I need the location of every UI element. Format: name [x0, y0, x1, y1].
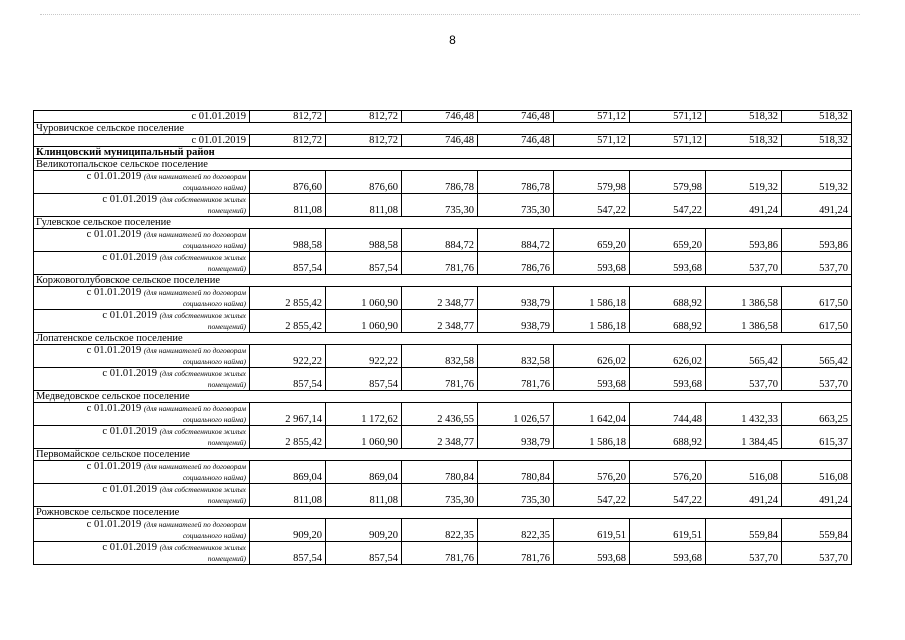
settlement-header-row [34, 275, 852, 287]
page-number: 8 [449, 33, 456, 47]
tariff-value-cell: 571,12 [630, 135, 706, 147]
period-date: с 01.01.2019 [102, 310, 157, 321]
period-note: (для нанимателей по договорам [143, 230, 246, 239]
settlement-name: Лопатенское сельское поселение [34, 333, 852, 345]
tariff-value-cell: 491,24 [782, 194, 852, 217]
settlement-header-row [34, 391, 852, 403]
tariff-value-cell: 576,20 [630, 461, 706, 484]
tariff-value-cell: 593,68 [630, 368, 706, 391]
settlement-name: Рожновское сельское поселение [34, 507, 852, 519]
tariff-value-cell: 822,35 [478, 519, 554, 542]
period-note: (для собственников жилых [159, 427, 246, 436]
tariff-value-cell: 537,70 [706, 368, 782, 391]
period-label [34, 194, 250, 217]
table-row [34, 287, 852, 310]
settlement-name: Коржовоголубовское сельское поселение [34, 275, 852, 287]
period-label [34, 310, 250, 333]
table-row [34, 461, 852, 484]
tariff-value-cell: 746,48 [478, 111, 554, 123]
tariff-value-cell: 626,02 [554, 345, 630, 368]
settlement-header-row [34, 217, 852, 229]
tariff-value-cell: 781,76 [478, 368, 554, 391]
tariff-value-cell: 547,22 [630, 484, 706, 507]
tariff-value-cell: 516,08 [706, 461, 782, 484]
period-note: (для собственников жилых [159, 485, 246, 494]
period-note-continued: помещений) [207, 438, 246, 447]
table-row [34, 171, 852, 194]
tariff-value-cell: 547,22 [554, 194, 630, 217]
period-label [34, 426, 250, 449]
period-date: с 01.01.2019 [86, 287, 142, 298]
tariff-value-cell: 869,04 [326, 461, 402, 484]
tariff-value-cell: 909,20 [326, 519, 402, 542]
period-date: с 01.01.2019 [86, 345, 142, 356]
tariff-value-cell: 537,70 [782, 252, 852, 275]
settlement-header-row [34, 333, 852, 345]
tariff-value-cell: 832,58 [402, 345, 478, 368]
tariff-value-cell: 659,20 [630, 229, 706, 252]
tariff-value-cell: 537,70 [782, 542, 852, 565]
tariff-value-cell: 812,72 [326, 135, 402, 147]
tariff-value-cell: 688,92 [630, 310, 706, 333]
tariff-value-cell: 626,02 [630, 345, 706, 368]
tariff-value-cell: 518,32 [782, 111, 852, 123]
tariff-value-cell: 922,22 [250, 345, 326, 368]
period-note: (для собственников жилых [159, 195, 246, 204]
period-note: (для собственников жилых [159, 311, 246, 320]
period-date: с 01.01.2019 [102, 484, 157, 495]
table-row [34, 229, 852, 252]
tariff-value-cell: 615,37 [782, 426, 852, 449]
tariff-value-cell: 832,58 [478, 345, 554, 368]
period-label [34, 542, 250, 565]
tariff-value-cell: 2 348,77 [402, 426, 478, 449]
tariff-value-cell: 857,54 [250, 252, 326, 275]
tariff-value-cell: 735,30 [478, 194, 554, 217]
tariff-value-cell: 786,78 [402, 171, 478, 194]
tariff-value-cell: 811,08 [326, 194, 402, 217]
period-date: с 01.01.2019 [102, 252, 157, 263]
period-note-continued: социального найма) [182, 183, 246, 192]
tariff-value-cell: 619,51 [554, 519, 630, 542]
tariff-value-cell: 1 432,33 [706, 403, 782, 426]
tariff-value-cell: 1 060,90 [326, 287, 402, 310]
table-row [34, 368, 852, 391]
period-label [34, 345, 250, 368]
period-label [34, 403, 250, 426]
period-note-continued: помещений) [207, 380, 246, 389]
tariff-value-cell: 2 855,42 [250, 426, 326, 449]
tariff-value-cell: 746,48 [402, 111, 478, 123]
tariff-value-cell: 547,22 [630, 194, 706, 217]
tariff-value-cell: 593,86 [782, 229, 852, 252]
tariff-value-cell: 593,68 [554, 542, 630, 565]
tariff-value-cell: 663,25 [782, 403, 852, 426]
settlement-name: Чуровичское сельское поселение [34, 123, 852, 135]
tariff-value-cell: 688,92 [630, 426, 706, 449]
tariff-value-cell: 812,72 [326, 111, 402, 123]
tariff-value-cell: 2 348,77 [402, 310, 478, 333]
tariff-value-cell: 744,48 [630, 403, 706, 426]
tariff-value-cell: 516,08 [782, 461, 852, 484]
table-row [34, 135, 852, 147]
settlement-name: Гулевское сельское поселение [34, 217, 852, 229]
period-note-continued: помещений) [207, 264, 246, 273]
period-label [34, 252, 250, 275]
period-note: (для собственников жилых [159, 253, 246, 262]
tariff-value-cell: 1 026,57 [478, 403, 554, 426]
period-note-continued: социального найма) [182, 531, 246, 540]
settlement-name: Великотопальское сельское поселение [34, 159, 852, 171]
period-note: (для нанимателей по договорам [143, 462, 246, 471]
period-date: с 01.01.2019 [86, 461, 142, 472]
tariff-value-cell: 988,58 [326, 229, 402, 252]
tariff-value-cell: 1 642,04 [554, 403, 630, 426]
settlement-header-row [34, 507, 852, 519]
period-label: с 01.01.2019 [34, 135, 250, 147]
tariff-value-cell: 735,30 [402, 194, 478, 217]
table-row [34, 426, 852, 449]
period-date: с 01.01.2019 [86, 403, 142, 414]
period-note-continued: помещений) [207, 554, 246, 563]
period-note-continued: социального найма) [182, 473, 246, 482]
tariff-value-cell: 1 386,58 [706, 310, 782, 333]
tariff-value-cell: 884,72 [478, 229, 554, 252]
period-label [34, 368, 250, 391]
table-row [34, 111, 852, 123]
period-note: (для нанимателей по договорам [143, 520, 246, 529]
tariff-value-cell: 822,35 [402, 519, 478, 542]
tariff-value-cell: 780,84 [402, 461, 478, 484]
tariff-value-cell: 735,30 [478, 484, 554, 507]
period-label [34, 461, 250, 484]
tariff-value-cell: 812,72 [250, 111, 326, 123]
table-row [34, 542, 852, 565]
period-note: (для нанимателей по договорам [143, 288, 246, 297]
tariff-value-cell: 2 855,42 [250, 287, 326, 310]
tariff-value-cell: 1 172,62 [326, 403, 402, 426]
period-label [34, 229, 250, 252]
tariff-value-cell: 593,86 [706, 229, 782, 252]
tariff-value-cell: 593,68 [554, 368, 630, 391]
tariff-value-cell: 537,70 [706, 542, 782, 565]
district-name: Клинцовский муниципальный район [34, 147, 852, 159]
period-note-continued: помещений) [207, 322, 246, 331]
table-row [34, 484, 852, 507]
tariff-value-cell: 857,54 [250, 542, 326, 565]
scan-artifact-line [40, 14, 860, 16]
tariff-value-cell: 938,79 [478, 426, 554, 449]
period-note: (для нанимателей по договорам [143, 172, 246, 181]
tariff-value-cell: 565,42 [706, 345, 782, 368]
tariff-value-cell: 811,08 [326, 484, 402, 507]
period-label [34, 519, 250, 542]
settlement-name: Медведовское сельское поселение [34, 391, 852, 403]
tariff-value-cell: 938,79 [478, 310, 554, 333]
tariff-value-cell: 781,76 [402, 368, 478, 391]
table-row [34, 194, 852, 217]
tariff-value-cell: 617,50 [782, 287, 852, 310]
tariff-value-cell: 491,24 [706, 194, 782, 217]
settlement-name: Первомайское сельское поселение [34, 449, 852, 461]
period-date: с 01.01.2019 [86, 229, 142, 240]
tariff-value-cell: 781,76 [402, 542, 478, 565]
tariff-value-cell: 876,60 [250, 171, 326, 194]
table-row [34, 519, 852, 542]
settlement-header-row [34, 449, 852, 461]
tariff-value-cell: 519,32 [782, 171, 852, 194]
tariff-value-cell: 579,98 [630, 171, 706, 194]
tariff-table [33, 110, 852, 565]
tariff-value-cell: 571,12 [630, 111, 706, 123]
tariff-value-cell: 857,54 [250, 368, 326, 391]
tariff-value-cell: 1 384,45 [706, 426, 782, 449]
period-date: с 01.01.2019 [102, 194, 157, 205]
tariff-value-cell: 547,22 [554, 484, 630, 507]
table-row [34, 252, 852, 275]
tariff-value-cell: 857,54 [326, 368, 402, 391]
tariff-value-cell: 786,76 [478, 252, 554, 275]
period-note-continued: социального найма) [182, 357, 246, 366]
tariff-value-cell: 988,58 [250, 229, 326, 252]
tariff-value-cell: 2 967,14 [250, 403, 326, 426]
tariff-value-cell: 1 060,90 [326, 310, 402, 333]
tariff-value-cell: 593,68 [630, 542, 706, 565]
tariff-value-cell: 781,76 [402, 252, 478, 275]
period-label [34, 287, 250, 310]
tariff-value-cell: 518,32 [706, 111, 782, 123]
tariff-value-cell: 571,12 [554, 135, 630, 147]
table-row [34, 310, 852, 333]
period-note-continued: помещений) [207, 496, 246, 505]
tariff-value-cell: 2 436,55 [402, 403, 478, 426]
tariff-value-cell: 857,54 [326, 252, 402, 275]
period-label: с 01.01.2019 [34, 111, 250, 123]
period-label [34, 484, 250, 507]
period-note: (для нанимателей по договорам [143, 404, 246, 413]
period-note: (для собственников жилых [159, 543, 246, 552]
tariff-value-cell: 1 586,18 [554, 426, 630, 449]
period-date: с 01.01.2019 [102, 426, 157, 437]
tariff-value-cell: 491,24 [782, 484, 852, 507]
tariff-value-cell: 559,84 [706, 519, 782, 542]
tariff-value-cell: 537,70 [782, 368, 852, 391]
district-header-row [34, 147, 852, 159]
tariff-value-cell: 884,72 [402, 229, 478, 252]
tariff-value-cell: 519,32 [706, 171, 782, 194]
tariff-value-cell: 876,60 [326, 171, 402, 194]
tariff-value-cell: 518,32 [706, 135, 782, 147]
tariff-value-cell: 786,78 [478, 171, 554, 194]
tariff-value-cell: 1 586,18 [554, 287, 630, 310]
period-label [34, 171, 250, 194]
tariff-value-cell: 565,42 [782, 345, 852, 368]
period-note: (для собственников жилых [159, 369, 246, 378]
tariff-value-cell: 781,76 [478, 542, 554, 565]
table-row [34, 345, 852, 368]
tariff-table-body [34, 111, 852, 565]
tariff-value-cell: 576,20 [554, 461, 630, 484]
tariff-value-cell: 857,54 [326, 542, 402, 565]
tariff-value-cell: 746,48 [402, 135, 478, 147]
tariff-value-cell: 571,12 [554, 111, 630, 123]
tariff-value-cell: 688,92 [630, 287, 706, 310]
tariff-value-cell: 2 348,77 [402, 287, 478, 310]
tariff-value-cell: 617,50 [782, 310, 852, 333]
settlement-header-row [34, 159, 852, 171]
period-date: с 01.01.2019 [86, 519, 142, 530]
tariff-value-cell: 1 586,18 [554, 310, 630, 333]
tariff-value-cell: 593,68 [630, 252, 706, 275]
tariff-value-cell: 491,24 [706, 484, 782, 507]
tariff-value-cell: 559,84 [782, 519, 852, 542]
tariff-value-cell: 869,04 [250, 461, 326, 484]
tariff-value-cell: 746,48 [478, 135, 554, 147]
period-date: с 01.01.2019 [102, 542, 157, 553]
tariff-value-cell: 909,20 [250, 519, 326, 542]
period-note-continued: помещений) [207, 206, 246, 215]
tariff-value-cell: 938,79 [478, 287, 554, 310]
period-note-continued: социального найма) [182, 299, 246, 308]
tariff-value-cell: 735,30 [402, 484, 478, 507]
period-note-continued: социального найма) [182, 415, 246, 424]
period-note-continued: социального найма) [182, 241, 246, 250]
tariff-value-cell: 518,32 [782, 135, 852, 147]
tariff-value-cell: 811,08 [250, 194, 326, 217]
tariff-value-cell: 619,51 [630, 519, 706, 542]
tariff-value-cell: 1 060,90 [326, 426, 402, 449]
tariff-value-cell: 1 386,58 [706, 287, 782, 310]
table-row [34, 403, 852, 426]
tariff-value-cell: 812,72 [250, 135, 326, 147]
tariff-value-cell: 922,22 [326, 345, 402, 368]
tariff-value-cell: 811,08 [250, 484, 326, 507]
tariff-value-cell: 593,68 [554, 252, 630, 275]
tariff-value-cell: 2 855,42 [250, 310, 326, 333]
period-note: (для нанимателей по договорам [143, 346, 246, 355]
settlement-header-row [34, 123, 852, 135]
tariff-value-cell: 659,20 [554, 229, 630, 252]
tariff-value-cell: 579,98 [554, 171, 630, 194]
tariff-value-cell: 537,70 [706, 252, 782, 275]
tariff-value-cell: 780,84 [478, 461, 554, 484]
period-date: с 01.01.2019 [86, 171, 142, 182]
period-date: с 01.01.2019 [102, 368, 157, 379]
